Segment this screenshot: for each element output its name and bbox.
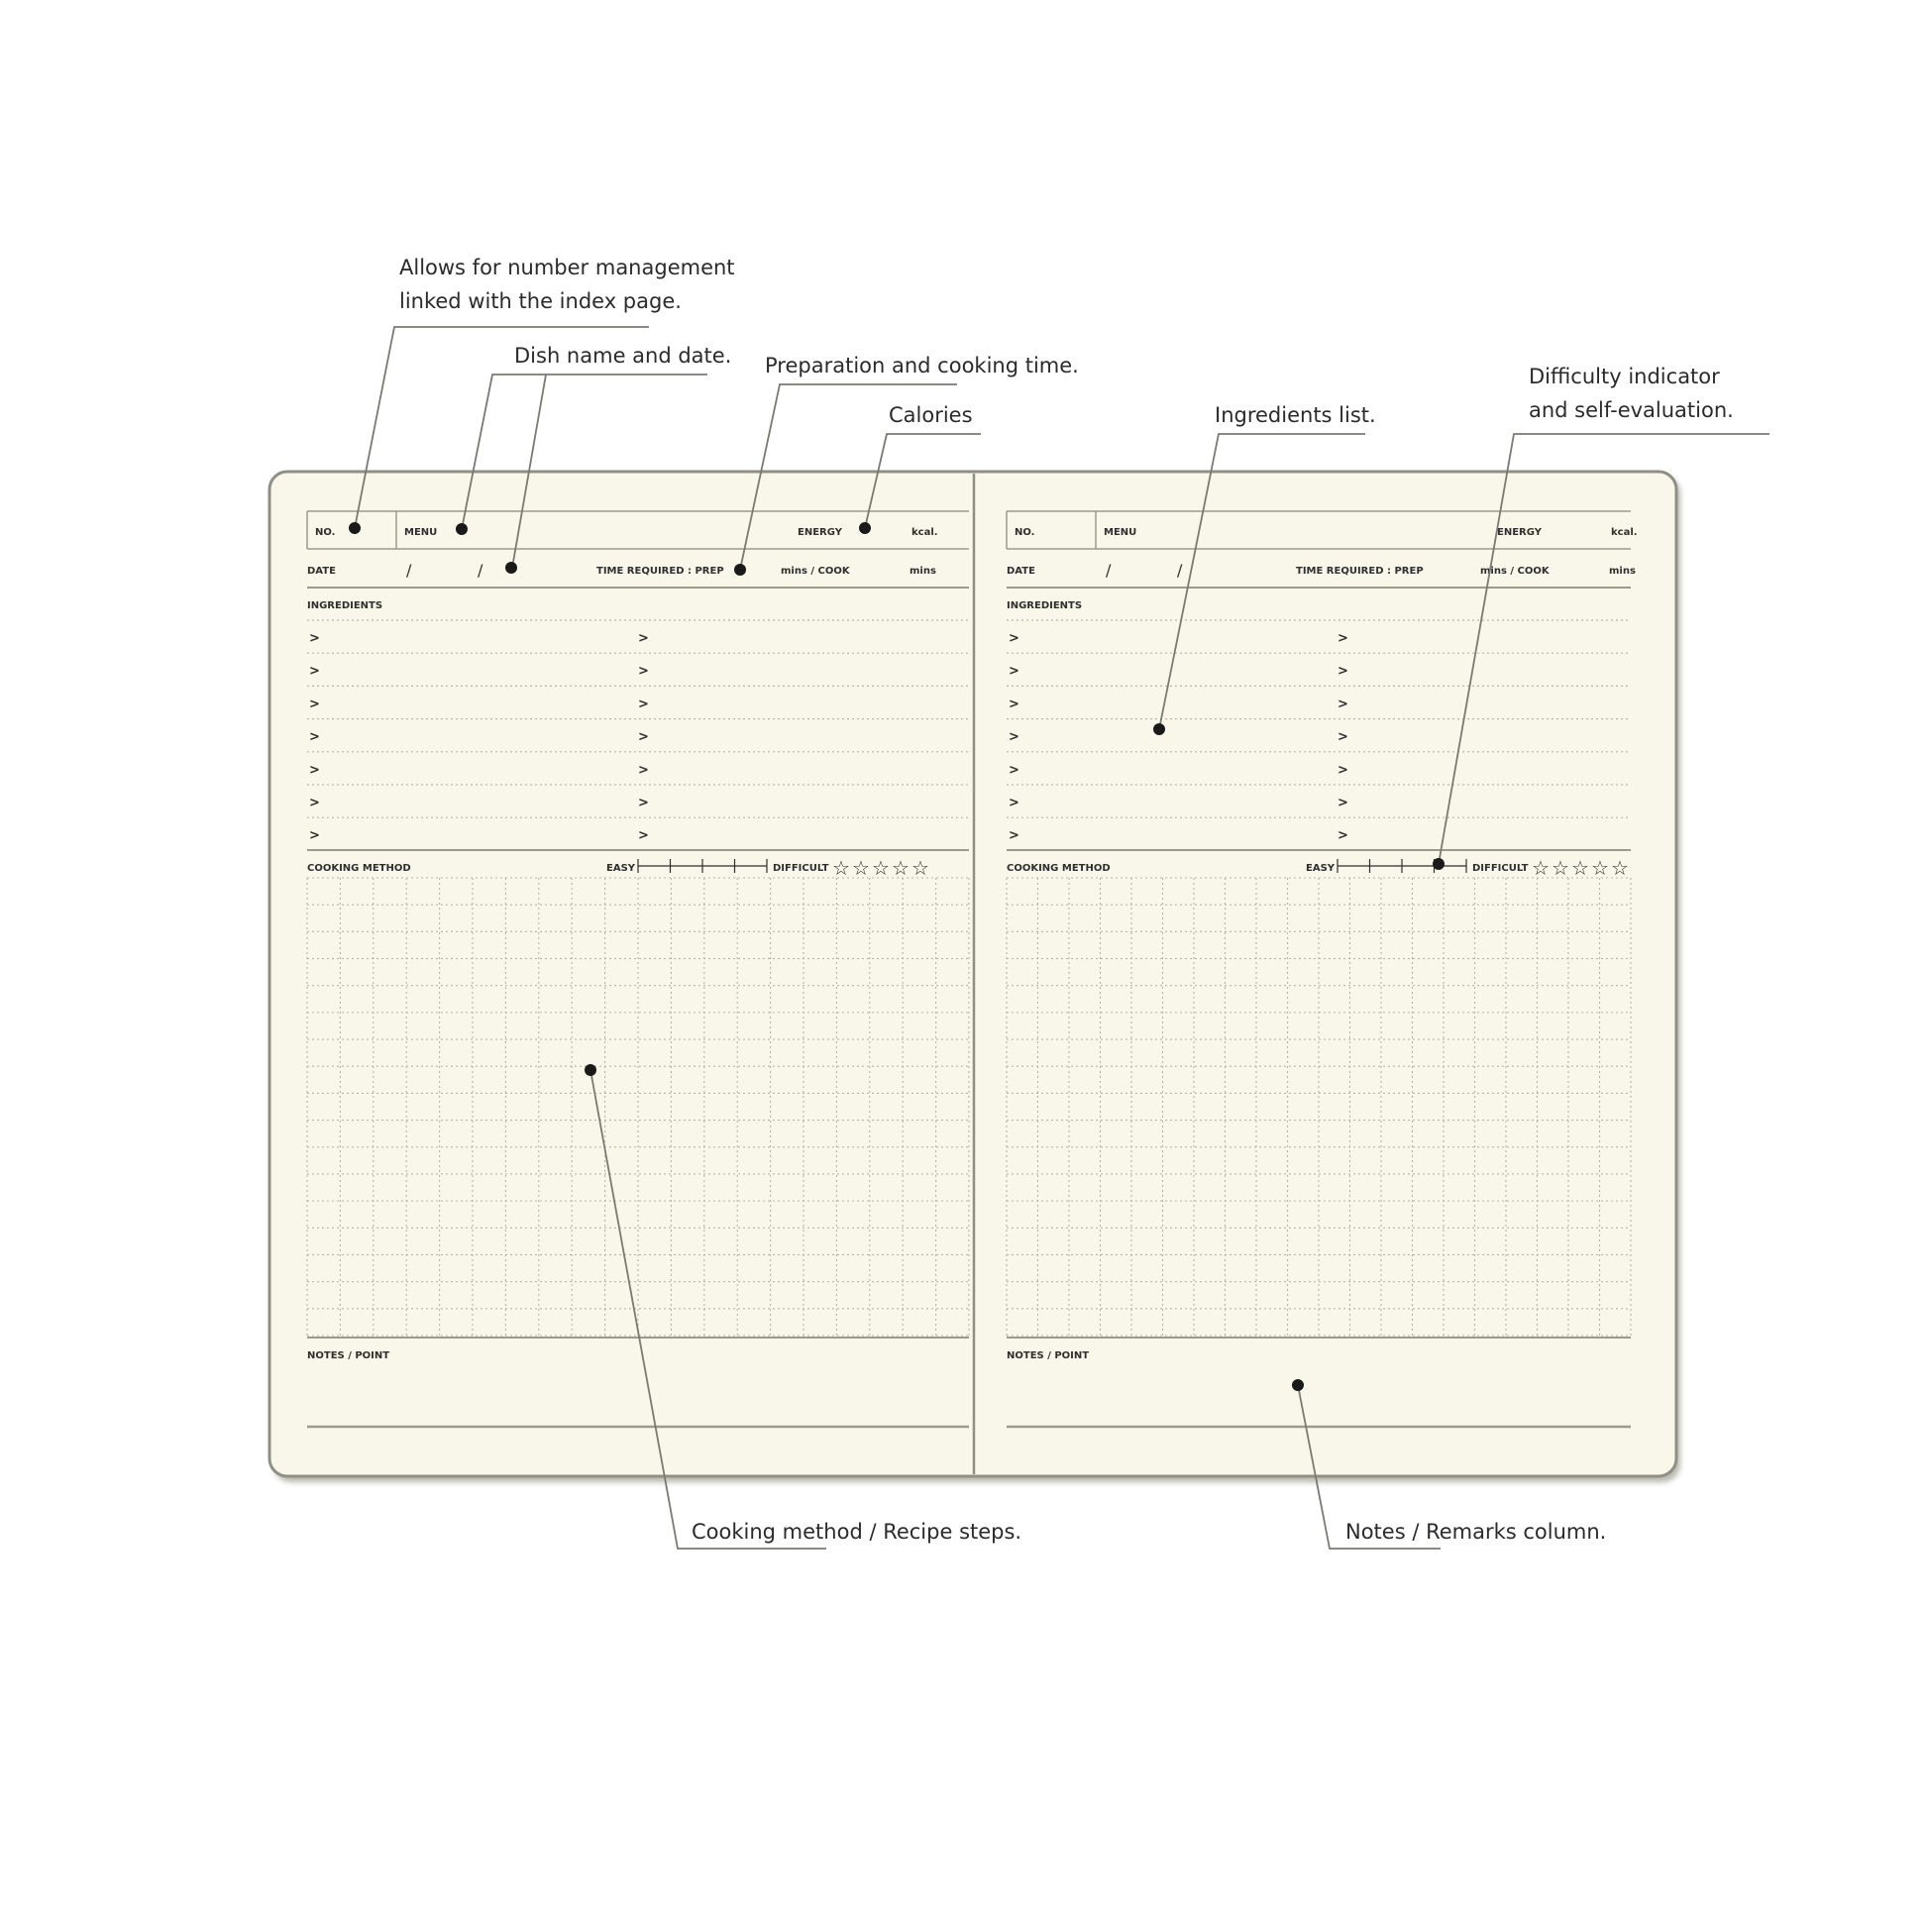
- ingredient-bullet-left: >: [1009, 697, 1019, 712]
- difficulty-star: ☆: [911, 856, 929, 880]
- label-notes-point: NOTES / POINT: [1007, 1350, 1090, 1361]
- ingredient-bullet-left: >: [309, 664, 320, 680]
- callout-prep-cook-time: Preparation and cooking time.: [765, 354, 1079, 377]
- ingredient-bullet-right: >: [638, 729, 649, 745]
- date-slash-1: /: [1106, 561, 1112, 580]
- label-difficult: DIFFICULT: [773, 863, 829, 874]
- difficulty-star: ☆: [1571, 856, 1589, 880]
- difficulty-star: ☆: [872, 856, 890, 880]
- label-mins-cook: mins / COOK: [781, 566, 850, 577]
- ingredient-bullet-right: >: [638, 796, 649, 810]
- ingredient-bullet-right: >: [638, 664, 649, 680]
- difficulty-star: ☆: [852, 856, 870, 880]
- ingredient-bullet-right: >: [1338, 664, 1348, 680]
- difficulty-star: ☆: [1532, 856, 1550, 880]
- label-time-required: TIME REQUIRED : PREP: [1296, 566, 1424, 577]
- callout-number-management-line2: linked with the index page.: [399, 289, 682, 313]
- ingredient-bullet-left: >: [309, 796, 320, 810]
- ingredient-bullet-right: >: [1338, 729, 1348, 745]
- label-kcal: kcal.: [911, 527, 938, 538]
- ingredient-bullet-left: >: [1009, 796, 1019, 810]
- point-prep-time: [734, 564, 746, 576]
- ingredient-bullet-left: >: [309, 762, 320, 778]
- ingredient-bullet-right: >: [1338, 762, 1348, 778]
- callout-cooking-method: Cooking method / Recipe steps.: [692, 1520, 1022, 1544]
- ingredient-bullet-right: >: [638, 828, 649, 844]
- ingredient-bullet-right: >: [638, 762, 649, 778]
- label-mins: mins: [910, 566, 936, 577]
- label-energy: ENERGY: [798, 527, 842, 538]
- label-kcal: kcal.: [1611, 527, 1638, 538]
- label-cooking-method: COOKING METHOD: [307, 863, 411, 874]
- label-menu: MENU: [1104, 527, 1137, 538]
- point-difficulty: [1433, 858, 1445, 870]
- label-easy: EASY: [606, 863, 636, 874]
- ingredient-bullet-left: >: [1009, 729, 1019, 745]
- ingredient-bullet-left: >: [309, 729, 320, 745]
- label-easy: EASY: [1306, 863, 1336, 874]
- callout-difficulty-line2: and self-evaluation.: [1529, 398, 1734, 422]
- point-date: [505, 562, 517, 574]
- callout-number-management-line1: Allows for number management: [399, 256, 735, 279]
- label-time-required: TIME REQUIRED : PREP: [596, 566, 724, 577]
- point-number-management: [349, 522, 361, 534]
- label-mins-cook: mins / COOK: [1480, 566, 1550, 577]
- ingredient-bullet-right: >: [1338, 796, 1348, 810]
- label-cooking-method: COOKING METHOD: [1007, 863, 1111, 874]
- label-date: DATE: [1007, 566, 1035, 577]
- difficulty-star: ☆: [832, 856, 850, 880]
- point-dish-name: [456, 523, 468, 535]
- callout-dish-name-date: Dish name and date.: [514, 344, 732, 368]
- label-menu: MENU: [404, 527, 438, 538]
- callout-difficulty-line1: Difficulty indicator: [1529, 365, 1720, 388]
- ingredient-bullet-left: >: [309, 828, 320, 844]
- ingredient-bullet-right: >: [1338, 697, 1348, 712]
- date-slash-2: /: [478, 561, 483, 580]
- ingredient-bullet-left: >: [1009, 664, 1019, 680]
- point-ingredients: [1153, 723, 1165, 735]
- date-slash-2: /: [1177, 561, 1183, 580]
- difficulty-star: ☆: [892, 856, 910, 880]
- label-no: NO.: [1015, 527, 1035, 538]
- ingredient-bullet-right: >: [638, 631, 649, 646]
- difficulty-star: ☆: [1591, 856, 1609, 880]
- point-cooking-method: [585, 1064, 596, 1076]
- difficulty-star: ☆: [1552, 856, 1569, 880]
- callout-notes: Notes / Remarks column.: [1345, 1520, 1607, 1544]
- label-ingredients: INGREDIENTS: [307, 600, 383, 611]
- label-difficult: DIFFICULT: [1472, 863, 1529, 874]
- label-mins: mins: [1609, 566, 1636, 577]
- ingredient-bullet-right: >: [1338, 828, 1348, 844]
- ingredient-bullet-left: >: [309, 631, 320, 646]
- point-calories: [859, 522, 871, 534]
- date-slash-1: /: [406, 561, 412, 580]
- label-no: NO.: [315, 527, 336, 538]
- callout-ingredients-list: Ingredients list.: [1215, 403, 1376, 427]
- label-energy: ENERGY: [1497, 527, 1542, 538]
- label-notes-point: NOTES / POINT: [307, 1350, 390, 1361]
- callout-calories: Calories: [889, 403, 973, 427]
- ingredient-bullet-right: >: [638, 697, 649, 712]
- ingredient-bullet-left: >: [1009, 828, 1019, 844]
- ingredient-bullet-right: >: [1338, 631, 1348, 646]
- ingredient-bullet-left: >: [1009, 631, 1019, 646]
- label-ingredients: INGREDIENTS: [1007, 600, 1083, 611]
- difficulty-star: ☆: [1611, 856, 1629, 880]
- label-date: DATE: [307, 566, 336, 577]
- notebook-spread: [269, 472, 1680, 1482]
- point-notes: [1292, 1379, 1304, 1391]
- ingredient-bullet-left: >: [1009, 762, 1019, 778]
- ingredient-bullet-left: >: [309, 697, 320, 712]
